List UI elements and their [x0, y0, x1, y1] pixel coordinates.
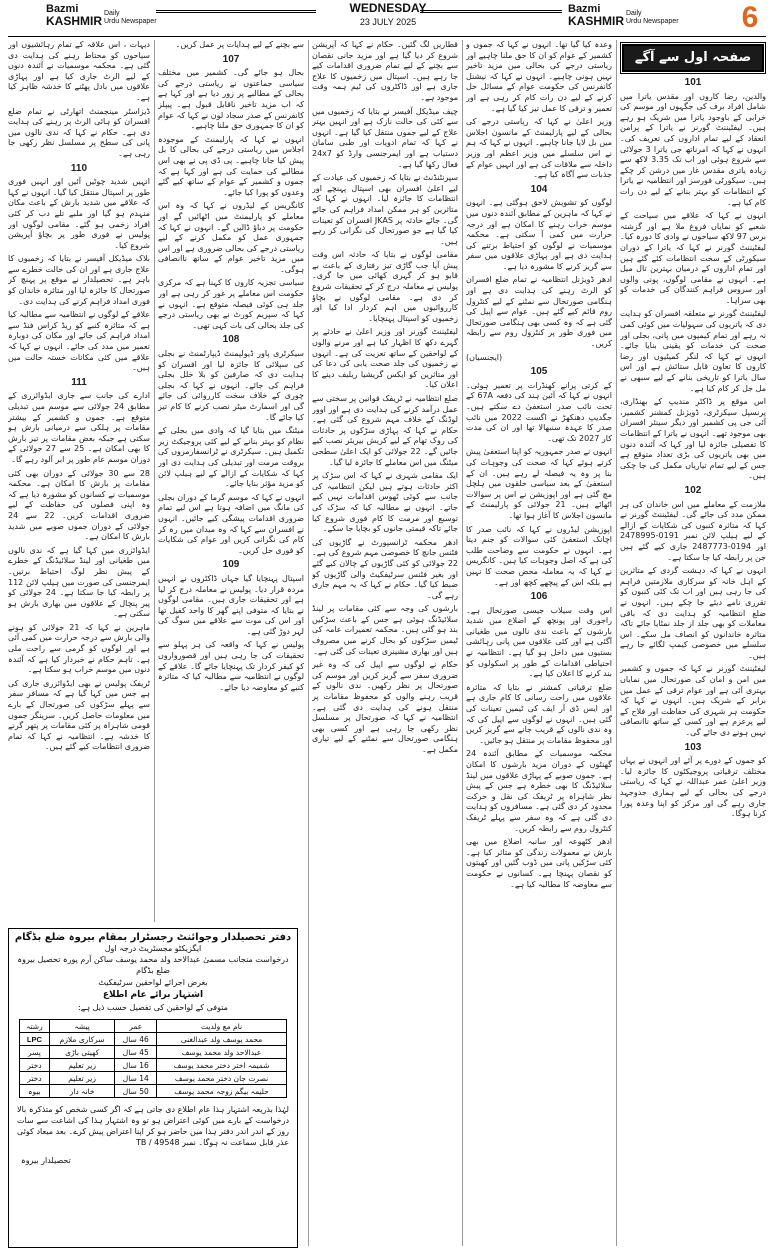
story-paragraph: میٹنگ میں بتایا گیا کہ وادی میں بجلی کے نظام کو بہتر بنانے کے لیے کئی پروجیکٹ زیر تکمیل ہیں۔ سیکرٹری نے ٹرانسفارمروں کی بروقت مرمت اور تبدیلی کی ہدایت دی اور کہا کہ شکایات کے ازالے کے لیے ہیلپ لائن کو مزید مؤثر بنایا جائے۔ [158, 426, 304, 489]
story-paragraph: دیہات ، اس علاقہ کے تمام رہائشیوں اور سیاحوں کو محتاط رہنے کی ہدایت دی گئی ہے۔ محکمہ موسمیات نے آئندہ دنوں کے لیے الرٹ جاری کیا ہے اور پہاڑی علاقوں میں بادل پھٹنے کا خدشہ ظاہر کیا ہے۔ [8, 40, 150, 102]
table-cell: 16 سال [115, 1059, 157, 1072]
story-paragraph: چیف میڈیکل آفیسر نے بتایا کہ زخمیوں میں سے کئی کی حالت نازک ہے اور انہیں بہتر علاج کے لیے جموں منتقل کیا گیا ہے۔ انہوں نے کہا کہ تمام ادویات اور طبی سامان دستیاب ہے اور ایمرجنسی وارڈ کو 24x7 فعال رکھا گیا ہے۔ [312, 106, 458, 169]
table-cell: خانہ دار [49, 1085, 115, 1098]
story-paragraph: کے کرتی پرانے کھنڈرات پر تعمیر ہوئی۔ انہوں نے کہا کہ آئین ہند کی دفعہ 67A کے تحت نائب صدر استعفیٰ دے سکتے ہیں۔ جگدیپ دھنکھڑ نے اگست 2022 میں نائب صدر کا عہدہ سنبھالا تھا اور ان کی مدت کار 2027 تک تھی۔ [466, 380, 612, 443]
table-cell: زیر تعلیم [49, 1072, 115, 1085]
table-cell: کھیتی باڑی [49, 1046, 115, 1059]
table-cell: عبدالاحد ولد محمد یوسف [157, 1046, 287, 1059]
story-paragraph: ایڈوائزری میں کہا گیا ہے کہ ندی نالوں میں طغیانی اور لینڈ سلائیڈنگ کے خطرے کے پیش نظر لوگ احتیاط برتیں۔ ایمرجنسی کی صورت میں ہیلپ لائن 112 پر رابطہ کیا جا سکتا ہے۔ 24 جولائی کو پیر پنچال کے علاقوں میں بھاری بارش ہو سکتی ہے۔ [8, 545, 150, 619]
table-cell: زیر تعلیم [49, 1059, 115, 1072]
table-cell: دختر [20, 1072, 50, 1085]
public-notice-ad [8, 928, 298, 1248]
ornament-rule-right [420, 10, 562, 17]
notice-heading: اشتہار برائے عام اطلاع [102, 990, 204, 1000]
table-cell: محمد یوسف ولد عبدالغنی [157, 1033, 287, 1046]
story-paragraph: سپرنٹنڈنٹ نے بتایا کہ زخمیوں کی عیادت کے لیے اعلیٰ افسران بھی اسپتال پہنچے اور انتظامات کا جائزہ لیا۔ انہوں نے کہا کہ متاثرین کو ہر ممکن امداد فراہم کی جائے گی۔ جائے حادثہ پر JKAS افسران کو تعینات کیا گیا ہے جو صورتحال کی نگرانی کر رہے ہیں۔ [312, 173, 458, 246]
story-paragraph: ادھر محکمہ ٹرانسپورٹ نے گاڑیوں کی فٹنس جانچ کا خصوصی مہم شروع کی ہے۔ 22 جولائی کو کئی گاڑیوں کے چالان کیے گئے اور بغیر فٹنس سرٹیفکیٹ والی گاڑیوں کو ضبط کیا گیا۔ حکام نے کہا کہ یہ مہم جاری رہے گی۔ [312, 537, 458, 600]
story-paragraph: ایک مقامی شہری نے کہا کہ اس سڑک پر اکثر حادثات ہوتے ہیں لیکن انتظامیہ کی جانب سے کوئی ٹھوس اقدامات نہیں کیے جاتے۔ انہوں نے مطالبہ کیا کہ سڑک کی توسیع اور مرمت کا کام فوری شروع کیا جائے تاکہ قیمتی جانوں کو بچایا جا سکے۔ [312, 471, 458, 534]
story-paragraph: ادھر کٹھوعہ اور سانبہ اضلاع میں بھی بارش نے معمولات زندگی کو متاثر کیا ہے۔ کئی سڑکیں پانی میں ڈوب گئیں اور کھیتوں کو نقصان پہنچا ہے۔ کسانوں نے حکومت سے معاوضہ کا مطالبہ کیا ہے۔ [466, 837, 612, 889]
column-header: رشتہ [20, 1020, 50, 1033]
brand-tagline [104, 10, 157, 26]
brand-name-line2: KASHMIR [568, 14, 624, 28]
table-cell: حلیمہ بیگم زوجہ محمد یوسف [157, 1085, 287, 1098]
table-cell: 45 سال [115, 1046, 157, 1059]
story-paragraph: ماہرین نے کہا کہ 21 جولائی کو ہونے والی بارش سے درجہ حرارت میں کمی آئی ہے اور لوگوں کو گرمی سے راحت ملی ہے۔ تاہم حکام نے خبردار کیا ہے کہ آئندہ دنوں میں موسم خراب ہو سکتا ہے۔ [8, 622, 150, 675]
tagline-line2: Urdu Newspaper [104, 18, 157, 25]
story-paragraph: سیاسی تجزیہ کاروں کا کہنا ہے کہ مرکزی حکومت اس معاملے پر غور کر رہی ہے اور جلد ہی کوئی فیصلہ متوقع ہے۔ انہوں نے کہا کہ سپریم کورٹ نے بھی ریاستی درجے کی جلد بحالی کی بات کہی تھی۔ [158, 278, 304, 330]
story-paragraph: علاقے کے لوگوں نے انتظامیہ سے مطالبہ کیا ہے کہ متاثرہ کنبے کو ریڈ کراس فنڈ سے امداد فراہم کی جائے اور مکان کی دوبارہ تعمیر میں مدد کی جائے۔ انہوں نے کہا کہ علاقے میں کئی مکانات خستہ حالت میں ہیں۔ [8, 310, 150, 373]
story-paragraph: پولیس نے کہا کہ واقعہ کی ہر پہلو سے تحقیقات کی جا رہی ہیں اور قصورواروں کو کیفر کردار تک پہنچایا جائے گا۔ علاقے کے لوگوں نے انتظامیہ سے مطالبہ کیا کہ متاثرہ کنبے کو معاوضہ دیا جائے۔ [158, 640, 304, 692]
story-paragraph: لیفٹیننٹ گورنر اور وزیر اعلیٰ نے حادثے پر گہرے دکھ کا اظہار کیا ہے اور مرنے والوں کے لواحقین کے ساتھ تعزیت کی ہے۔ انہوں نے زخمیوں کی جلد صحت یابی کی دعا کی اور متاثرین کو ایکس گریشیا ریلیف دینے کا اعلان کیا۔ [312, 327, 458, 390]
brand-name-line2: KASHMIR [46, 14, 102, 28]
header-divider [8, 36, 766, 37]
story-paragraph: 28 سے 30 جولائی کے دوران بھی کئی مقامات پر بارش کا امکان ہے۔ محکمہ موسمیات نے کسانوں کو مشورہ دیا ہے کہ وہ اپنی فصلوں کی حفاظت کے لیے ضروری اقدامات کریں۔ 22 سے 24 جولائی کے دوران جموں صوبے میں شدید بارش کا امکان ہے۔ [8, 468, 150, 542]
table-cell: پسر [20, 1046, 50, 1059]
story-paragraph: انہوں نے کہا کہ دہشت گردی کے متاثرین کے اہل خانہ کو سرکاری ملازمتیں فراہم کی جا رہی ہیں اور اب تک کئی کنبوں کو تقرری نامے دیئے جا چکے ہیں۔ انہوں نے ضلع انتظامیہ کو ہدایت دی کہ باقی معاملات کو بھی جلد از جلد نمٹایا جائے تاکہ متاثرہ خاندانوں کو انصاف مل سکے۔ اس سلسلے میں خصوصی کیمپ لگائے جا رہے ہیں۔ [620, 566, 766, 660]
story-paragraph: ضلع انتظامیہ نے ٹریفک قوانین پر سختی سے عمل درآمد کرنے کی ہدایت دی ہے اور اوور لوڈنگ کے خلاف مہم شروع کی گئی ہے۔ حکام نے کہا کہ پہاڑی سڑکوں پر حادثات کی روک تھام کے لیے کریش بیریئر نصب کیے جائیں گے۔ 22 جولائی کو ایک اعلیٰ سطحی میٹنگ میں اس معاملے کا جائزہ لیا گیا۔ [312, 394, 458, 467]
table-cell: LPC [20, 1033, 50, 1046]
column-3 [312, 40, 458, 1246]
table-cell: 50 سال [115, 1085, 157, 1098]
column-header: عمر [115, 1020, 157, 1033]
notice-office-title: دفتر تحصیلدار وجوائنٹ رجسٹرار بمقام بیروہ ضلع بڈگام [14, 932, 292, 943]
column-divider [462, 40, 463, 1246]
heirs-table [19, 1019, 287, 1098]
story-paragraph: لوگوں کو تشویش لاحق ہوگئی ہے۔ انہوں نے کہا کہ ماہرین کے مطابق آئندہ دنوں میں موسم خراب رہنے کا امکان ہے اور درجہ حرارت میں کمی آ سکتی ہے۔ محکمہ موسمیات نے لوگوں کو احتیاط برتنے کی ہدایت دی ہے اور پہاڑی علاقوں میں سفر سے گریز کرنے کا مشورہ دیا ہے۔ [466, 198, 612, 271]
column-divider [308, 40, 309, 1246]
brand-name-line1: Bazmi [46, 3, 79, 15]
table-cell: سرکاری ملازم [49, 1033, 115, 1046]
story-number: 106 [530, 591, 548, 603]
story-paragraph: اس موقع پر ڈاکٹر مندیپ کے بھنڈاری، پرنسپل سیکرٹری، ڈویژنل کمشنر کشمیر، آئی جی پی کشمیر اور دیگر سینئر افسران بھی موجود تھے۔ انہوں نے یاترا کے انتظامات کا تفصیلی جائزہ لیا اور کہا کہ آئندہ دنوں میں بھی یاتریوں کی بڑی تعداد متوقع ہے جس کے لیے تمام تیاریاں مکمل کی جا چکی ہیں۔ [620, 397, 766, 481]
story-number: 107 [222, 53, 240, 65]
column-1 [620, 40, 766, 1246]
notice-office-subtitle: ایگزیکٹو مجسٹریٹ درجہ اول [104, 944, 202, 953]
ornament-rule-left [156, 10, 316, 17]
table-cell: نصرت جان دختر محمد یوسف [157, 1072, 287, 1085]
story-paragraph: ڈیزاسٹر مینجمنٹ اتھارٹی نے تمام ضلع افسران کو ہائی الرٹ پر رہنے کی ہدایت دی ہے۔ حکام نے کہا کہ ندی نالوں میں پانی کی سطح پر مسلسل نظر رکھی جا رہی ہے۔ [8, 106, 150, 158]
column-header: نام مع ولدیت [157, 1020, 287, 1033]
table-cell: دختر [20, 1059, 50, 1072]
tagline-line1: Daily [626, 10, 642, 17]
table-cell: بیوہ [20, 1085, 50, 1098]
date-label: 23 JULY 2025 [359, 17, 417, 27]
brand-name-line1: Bazmi [568, 3, 601, 15]
story-paragraph: حکام نے لوگوں سے اپیل کی کہ وہ غیر ضروری سفر سے گریز کریں اور موسم کی صورتحال پر نظر رکھیں۔ ندی نالوں کے قریب رہنے والوں کو محفوظ مقامات پر منتقل ہونے کی ہدایت دی گئی ہے۔ انتظامیہ نے کہا کہ صورتحال پر مسلسل نظر رکھی جا رہی ہے اور کسی بھی ہنگامی صورتحال سے نمٹنے کے لیے تیاری مکمل ہے۔ [312, 660, 458, 754]
story-number: 101 [684, 77, 702, 88]
story-paragraph: قطاریں لگ گئیں۔ حکام نے کہا کہ آپریشن شروع کر دیا گیا ہے اور مزید جانی نقصان سے بچنے کے لیے تمام ضروری اقدامات کیے جا رہے ہیں۔ اسپتال میں زخمیوں کا علاج جاری ہے اور ڈاکٹروں کی ٹیم ہمہ وقت موجود ہے۔ [312, 40, 458, 102]
notice-body: لہٰذا بذریعہ اشتہار ہذا عام اطلاع دی جاتی ہے کہ اگر کسی شخص کو متذکرہ بالا درخواست کے بارے میں کوئی اعتراض ہو تو وہ اشتہار ہذا کی اشاعت سے سات روز کے اندر اندر دفتر ہذا میں حاضر ہو کر اپنا اعتراض پیش کرے۔ بعد میعاد کوئی عذر قابل سماعت نہ ہوگا۔ نمبر 49548 / TB [17, 1105, 289, 1147]
story-paragraph: سیکرٹری پاور ڈیولپمنٹ ڈیپارٹمنٹ نے بجلی کی سپلائی کا جائزہ لیا اور افسران کو ہدایت دی کہ صارفین کو بلا خلل بجلی فراہم کی جائے۔ انہوں نے کہا کہ بجلی چوری کے خلاف سخت کارروائی کی جائے گی اور اسمارٹ میٹر نصب کرنے کا کام تیز کیا جائے گا۔ [158, 349, 304, 422]
table-row [20, 1059, 287, 1072]
story-paragraph: وزیر اعلیٰ نے کہا کہ ریاستی درجے کی بحالی کے لیے پارلیمنٹ کے مانسون اجلاس میں بل لایا جانا چاہیے۔ انہوں نے کہا کہ ہم نے اس سلسلے میں وزیر اعظم اور وزیر داخلہ سے ملاقات کی ہے اور انہیں عوام کے جذبات سے آگاہ کیا ہے۔ [466, 117, 612, 180]
masthead [0, 0, 770, 36]
story-number: 105 [530, 366, 548, 378]
column-divider [154, 40, 155, 922]
story-number: 110 [70, 162, 88, 174]
table-header-row [20, 1020, 287, 1033]
story-number: 111 [71, 376, 87, 388]
story-paragraph: مقامی لوگوں نے بتایا کہ حادثہ اس وقت پیش آیا جب گاڑی تیز رفتاری کے باعث بے قابو ہو کر گہری کھائی میں جا گری۔ پولیس نے معاملہ درج کر کے تحقیقات شروع کر دی ہے۔ مقامی لوگوں نے بچاؤ کارروائیوں میں اہم کردار ادا کیا اور زخمیوں کو اسپتال پہنچایا۔ [312, 250, 458, 323]
story-paragraph: کو جموں کے دورے پر آئے اور انہوں نے یہاں مختلف ترقیاتی پروجیکٹوں کا جائزہ لیا۔ وزیر اعلیٰ عمر عبداللہ نے کہا کہ ریاستی درجے کی بحالی کے لیے ہماری جدوجہد جاری رہے گی اور مرکز کو اپنا وعدہ پورا کرنا ہوگا۔ [620, 756, 766, 819]
story-paragraph: انہوں نے صدر جمہوریہ کو اپنا استعفیٰ پیش کرتے ہوئے کہا کہ صحت کی وجوہات کی بنا پر وہ یہ فیصلہ لے رہے ہیں۔ ان کے استعفیٰ کے بعد سیاسی حلقوں میں ہلچل مچ گئی ہے اور اپوزیشن نے اس پر سوالات اٹھائے ہیں۔ 21 جولائی کو پارلیمنٹ کے مانسون اجلاس کا آغاز ہوا تھا۔ [466, 447, 612, 520]
story-paragraph: انہوں نے کہا کہ پارلیمنٹ کے موجودہ اجلاس میں ریاستی درجے کی بحالی کا بل پیش کیا جانا چاہیے۔ پی ڈی پی نے بھی اس مطالبے کی حمایت کی ہے اور کہا ہے کہ جموں و کشمیر کے عوام کے ساتھ کیے گئے وعدوں کو پورا کیا جائے۔ [158, 134, 304, 197]
story-number: 108 [222, 334, 240, 346]
story-paragraph: لیفٹیننٹ گورنر نے کہا کہ جموں و کشمیر میں امن و امان کی صورتحال میں نمایاں بہتری آئی ہے اور عوام ترقی کے عمل میں برابر کے شریک ہیں۔ انہوں نے کہا کہ حکومت ہر شہری کی حفاظت اور فلاح کے لیے پرعزم ہے اور کسی کے ساتھ ناانصافی نہیں ہونے دی جائے گی۔ [620, 664, 766, 738]
story-paragraph: انہیں شدید چوٹیں آئیں اور انہیں فوری طور پر اسپتال منتقل کیا گیا۔ انہوں نے کہا کہ علاقے میں شدید بارش کے باعث مکان منہدم ہو گیا اور ملبے تلے دب کر کئی افراد زخمی ہو گئے۔ مقامی لوگوں اور پولیس نے فوری طور پر بچاؤ آپریشن شروع کیا۔ [8, 177, 150, 250]
day-label: WEDNESDAY [349, 1, 427, 15]
story-number: 104 [530, 183, 548, 195]
story-paragraph: محکمہ موسمیات کے مطابق آئندہ 24 گھنٹوں کے دوران مزید بارشوں کا امکان ہے۔ جموں صوبے کے پہاڑی علاقوں میں لینڈ سلائیڈنگ کا بھی خطرہ ہے جس کے پیش نظر شاہراہ پر ٹریفک کی نقل و حرکت محدود کر دی گئی ہے۔ مسافروں کو ہدایت دی گئی ہے کہ وہ سفر سے پہلے ٹریفک کنٹرول روم سے رابطہ کریں۔ [466, 749, 612, 833]
story-paragraph: سے بچنے کے لیے ہدایات پر عمل کریں۔ [175, 40, 304, 49]
byline: (ایجنسیاں) [466, 352, 503, 362]
notice-signature: تحصیلدار بیروہ [21, 1156, 71, 1165]
column-5 [8, 40, 150, 922]
column-4 [158, 40, 304, 922]
notice-applicant-line: درخواست منجانب مسمیٰ عبدالاحد ولد محمد یوسف ساکن آرم پورہ تحصیل بیروہ ضلع بڈگام [17, 955, 289, 975]
column-2 [466, 40, 612, 1246]
table-cell: شمیمہ اختر دختر محمد یوسف [157, 1059, 287, 1072]
story-paragraph: ضلع ترقیاتی کمشنر نے بتایا کہ متاثرہ علاقوں میں راحت رسانی کا کام جاری ہے اور ایس ڈی آر ایف کی ٹیمیں تعینات کی گئی ہیں۔ انہوں نے لوگوں سے اپیل کی کہ وہ ندی نالوں کے قریب جانے سے گریز کریں اور محفوظ مقامات پر منتقل ہو جائیں۔ [466, 682, 612, 745]
story-paragraph: وعدہ کیا گیا تھا۔ انہوں نے کہا کہ جموں و کشمیر کے عوام کو ان کا حق ملنا چاہیے اور ریاستی درجے کی بحالی میں مزید تاخیر نہیں ہونی چاہیے۔ انہوں نے کہا کہ نیشنل کانفرنس کی حکومت عوام کے مسائل حل کرنے کے لیے دن رات کام کر رہی ہے اور تعمیر و ترقی کا عمل تیز کیا گیا ہے۔ [466, 40, 612, 113]
story-paragraph: انہوں نے کہا کہ علاقے میں سیاحت کے شعبے کو نمایاں فروغ ملا ہے اور گزشتہ برس 97 لاکھ سیاحوں نے وادی کا دورہ کیا۔ لیفٹیننٹ گورنر نے کہا کہ یاترا کے دوران سیکورٹی کے سخت انتظامات کئے گئے ہیں اور تمام اداروں کے درمیان بہترین تال میل ہے۔ انہوں نے مقامی لوگوں، پونی والوں اور سروس فراہم کنندگان کی خدمات کو بھی سراہا۔ [620, 211, 766, 305]
table-row [20, 1085, 287, 1098]
column-header: پیشہ [49, 1020, 115, 1033]
tagline-line1: Daily [104, 10, 120, 17]
story-number: 102 [684, 484, 702, 496]
story-paragraph: بحال ہو جائے گی۔ کشمیر میں مختلف سیاسی جماعتوں نے ریاستی درجے کی بحالی کے مطالبے پر زور دیا ہے اور کہا ہے کہ اب مزید تاخیر ناقابل قبول ہے۔ پیپلز کانفرنس کے صدر سجاد لون نے کہا کہ عوام کو ان کا جمہوری حق ملنا چاہیے۔ [158, 68, 304, 131]
table-cell: 14 سال [115, 1072, 157, 1085]
story-number: 103 [684, 741, 702, 753]
notice-intro-line: متوفی کے لواحقین کی تفصیل حسب ذیل ہے: [78, 1003, 228, 1012]
story-paragraph: اپوزیشن لیڈروں نے کہا کہ نائب صدر کا اچانک استعفیٰ کئی سوالات کو جنم دیتا ہے۔ انہوں نے حکومت سے وضاحت طلب کی ہے کہ اصل وجوہات کیا ہیں۔ کانگریس نے کہا کہ یہ معاملہ محض صحت کا نہیں ہے بلکہ اس کے پیچھے کچھ اور ہے۔ [466, 524, 612, 587]
story-paragraph: اسپتال پہنچایا گیا جہاں ڈاکٹروں نے انہیں مردہ قرار دیا۔ پولیس نے معاملہ درج کر لیا ہے اور تحقیقات جاری ہیں۔ مقامی لوگوں نے بتایا کہ متوفی اپنے گھر کا واحد کفیل تھا اور اس کی موت سے علاقے میں سوگ کی لہر دوڑ گئی ہے۔ [158, 573, 304, 636]
story-paragraph: ادارے کی جانب سے جاری ایڈوائزری کے مطابق 24 جولائی سے موسم میں تبدیلی متوقع ہے۔ جموں و کشمیر کے بیشتر مقامات پر ہلکی سے درمیانی بارش ہو سکتی ہے جبکہ بعض مقامات پر تیز بارش کا بھی امکان ہے۔ 25 سے 27 جولائی کے دوران موسم عام طور پر ابر آلود رہے گا۔ [8, 391, 150, 464]
page-number: 6 [741, 1, 759, 34]
masthead-brand-left [46, 3, 157, 28]
story-paragraph: ملازمت کے معاملے میں اس خاندان کی ہر ممکن مدد کی جائے گی۔ لیفٹیننٹ گورنر نے کہا کہ متاثرہ کنبوں کی شکایات کے ازالے کے لیے ہیلپ لائن نمبر 0191-2478995 اور 0194-2487773 جاری کیے گئے ہیں جن پر رابطہ کیا جا سکتا ہے۔ [620, 499, 766, 562]
brand-tagline [626, 10, 679, 26]
story-paragraph: لیفٹیننٹ گورنر نے متعلقہ افسران کو ہدایت دی کہ یاتریوں کی سہولیات میں کوئی کمی نہ رہے اور تمام کیمپوں میں پانی، بجلی اور صحت کی خدمات کو یقینی بنایا جائے۔ انہوں نے کہا کہ لنگر کمیٹیوں اور رضا کاروں کا تعاون قابل ستائش ہے اور اس سال یاترا کو تاریخی بنانے کے لیے سبھی نے مل جل کر کام کیا ہے۔ [620, 309, 766, 393]
masthead-brand-right [568, 3, 679, 28]
story-paragraph: اس وقت سیلاب جیسی صورتحال ہے۔ راجوری اور پونچھ کے اضلاع میں شدید بارشوں کے باعث ندی نالوں میں طغیانی آگئی ہے اور کئی علاقوں میں پانی رہائشی بستیوں میں داخل ہو گیا ہے۔ انتظامیہ نے احتیاطی اقدامات کے طور پر اسکولوں کو بند کرنے کا اعلان کیا ہے۔ [466, 605, 612, 679]
story-paragraph: انہوں نے کہا کہ موسم گرما کے دوران بجلی کی مانگ میں اضافہ ہوتا ہے اس لیے تمام ضروری اقدامات پیشگی کیے جائیں۔ انہوں نے افسران سے کہا کہ وہ میدان میں رہ کر کام کی نگرانی کریں اور عوام کی شکایات کو فوری حل کریں۔ [158, 492, 304, 555]
table-row [20, 1046, 287, 1059]
tagline-line2: Urdu Newspaper [626, 18, 679, 25]
story-paragraph: ٹریفک پولیس نے بھی ایڈوائزری جاری کی ہے جس میں کہا گیا ہے کہ مسافر سفر سے پہلے سڑکوں کی صورتحال کے بارے میں معلومات حاصل کریں۔ سرینگر جموں قومی شاہراہ پر کئی مقامات پر پتھر گرنے کا خدشہ ہے۔ انتظامیہ نے کہا کہ تمام ضروری انتظامات کیے گئے ہیں۔ [8, 678, 150, 752]
table-cell: 46 سال [115, 1033, 157, 1046]
column-divider [616, 40, 617, 1246]
table-row [20, 1033, 287, 1046]
story-paragraph: کانگریس کے لیڈروں نے کہا کہ وہ اس معاملے کو پارلیمنٹ میں اٹھائیں گے اور حکومت پر دباؤ ڈالیں گے۔ انہوں نے کہا کہ جمہوری عمل کو مکمل کرنے کے لیے ریاستی درجے کی بحالی ضروری ہے اور اس میں مزید تاخیر عوام کے ساتھ ناانصافی ہوگی۔ [158, 201, 304, 274]
section-banner: صفحہ اول سے آگے [622, 44, 764, 72]
table-row [20, 1072, 287, 1085]
story-number: 109 [222, 559, 240, 571]
story-paragraph: بلاک میڈیکل آفیسر نے بتایا کہ زخمیوں کا علاج جاری ہے اور ان کی حالت خطرے سے باہر ہے۔ تحصیلدار نے موقع پر پہنچ کر صورتحال کا جائزہ لیا اور متاثرہ خاندان کو فوری امداد فراہم کرنے کی ہدایت دی۔ [8, 254, 150, 306]
story-paragraph: بارشوں کی وجہ سے کئی مقامات پر لینڈ سلائیڈنگ ہوئی ہے جس کے باعث سڑکیں بند ہو گئی ہیں۔ محکمہ تعمیرات عامہ کی ٹیمیں سڑکوں کو بحال کرنے میں مصروف ہیں اور بھاری مشینری تعینات کی گئی ہے۔ [312, 604, 458, 656]
story-paragraph: ادھر ڈویژنل انتظامیہ نے تمام ضلع افسران کو الرٹ رہنے کی ہدایت دی ہے اور ہنگامی صورتحال سے نمٹنے کے لیے کنٹرول روم قائم کیے گئے ہیں۔ عوام سے اپیل کی گئی ہے کہ وہ کسی بھی ہنگامی صورتحال میں فوری طور پر کنٹرول روم سے رابطہ کریں۔ [466, 275, 612, 349]
story-paragraph: والدین، رضا کاروں اور مقدس یاترا میں شامل افراد برف کی جگہوں اور موسم کی خرابی کے باوجود یاترا میں شریک ہو رہے ہیں۔ لیفٹیننٹ گورنر نے یاترا کے پرامن انعقاد کے لیے تمام اداروں کی تعریف کی۔ انہوں نے کہا کہ امرناتھ جی یاترا 3 جولائی سے شروع ہوئی اور اب تک 3.35 لاکھ سے زیادہ یاتری مقدس غار میں درشن کر چکے ہیں۔ سیکورٹی فورسز اور انتظامیہ نے یاترا کے انتظامات کو بہتر بنانے کے لیے دن رات کام کیا ہے۔ [620, 91, 766, 207]
notice-purpose-line: بغرض اجرائے لواحقین سرٹیفکیٹ [98, 978, 208, 987]
